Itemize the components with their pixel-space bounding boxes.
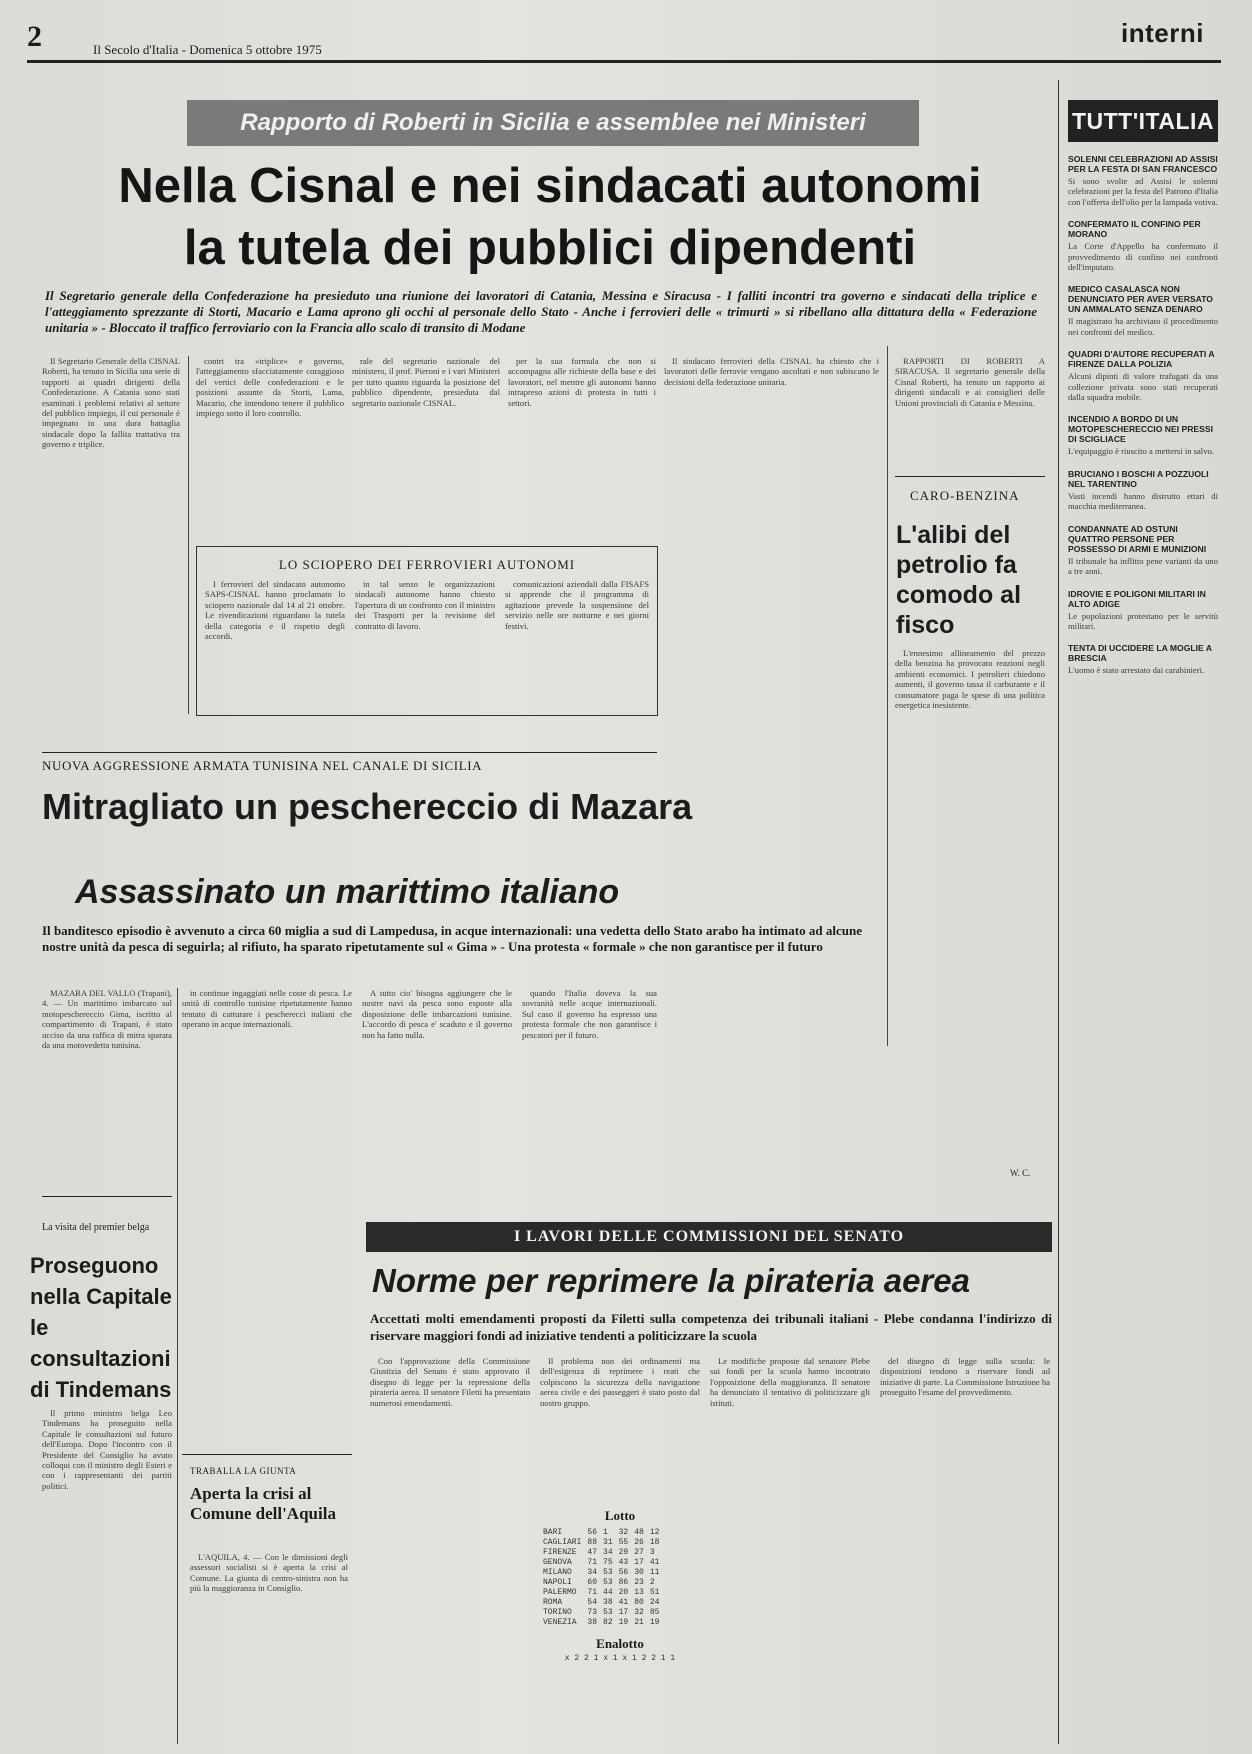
lead-column-4 xyxy=(508,356,656,542)
benzina-kicker: CARO-BENZINA xyxy=(910,488,1020,503)
tuttitalia-item-body: Le popolazioni protestano per le servitù militari. xyxy=(1068,610,1218,631)
paragraph: RAPPORTI DI ROBERTI A SIRACUSA. Il segretario generale della Cisnal Roberti, ha tenuto un rapporto ai dirigenti sindacali e ai consiglieri delle Unioni provinciali di Catania e Messina. xyxy=(895,356,1045,408)
aquila-kicker: TRABALLA LA GIUNTA xyxy=(190,1466,297,1476)
enalotto-numbers: x 2 2 1 x 1 x 1 2 2 1 1 xyxy=(564,1654,676,1663)
lotto-city: GENOVA xyxy=(543,1558,572,1567)
section-name: interni xyxy=(1121,18,1204,48)
section-rule xyxy=(42,752,657,753)
kicker-banner xyxy=(187,100,919,146)
lotto-row xyxy=(540,1578,662,1588)
lotto-number: 13 xyxy=(634,1588,644,1597)
tuttitalia-item-body: Vasti incendi hanno distrutto ettari di macchia mediterranea. xyxy=(1068,490,1218,512)
tuttitalia-item xyxy=(1068,349,1218,402)
lotto-number: 34 xyxy=(587,1568,598,1577)
lead-column-2 xyxy=(196,356,344,542)
tuttitalia-item-head: CONFERMATO IL CONFINO PER MORANO xyxy=(1068,219,1201,240)
lotto-number: 32 xyxy=(634,1608,644,1617)
aquila-body xyxy=(190,1552,348,1744)
tuttitalia-banner xyxy=(1068,100,1218,142)
tindemans-kicker: La visita del premier belga xyxy=(42,1222,150,1233)
paragraph: per la sua formula che non si accompagna alle richieste della base e dei lavoratori, nel mentre gli autonomi hanno intrapreso azioni di protesta in tutti i settori. xyxy=(508,356,656,408)
lotto-number: 12 xyxy=(649,1528,660,1537)
lotto-city: PALERMO xyxy=(543,1588,577,1597)
lotto-number: 31 xyxy=(603,1538,613,1547)
lotto-number: 30 xyxy=(634,1568,644,1577)
paragraph: Le modifiche proposte dal senatore Plebe sui fondi per la scuola hanno incontrato l'opposizione della maggioranza. Il senatore ha denunciato il tentativo di politicizzare gli istituti. xyxy=(710,1356,870,1408)
lotto-city: CAGLIARI xyxy=(543,1538,582,1547)
lead-deck: Il Segretario generale della Confederazione ha presieduto una riunione dei lavoratori di Catania, Messina e Siracusa - I falliti incontri tra governo e sindacati della triplice e l'atteggiamento sprezzante di Storti, Macario e Lama aprono gli occhi al personale dello Stato - Anche i ferrovieri delle « trimurti » si ribellano alla dittatura della « Federazione unitaria » - Bloccato il traffico ferroviario con la Francia allo scalo di transito di Modane xyxy=(45,288,1037,335)
section-rule xyxy=(42,1196,172,1197)
lotto-city: BARI xyxy=(543,1528,563,1537)
tuttitalia-item-body: Si sono svolte ad Assisi le solenni celebrazioni per la festa del Patrono d'Italia con l'offerta dell'olio per la lampada votiva. xyxy=(1068,176,1218,207)
paragraph: in tal senso le organizzazioni sindacali autonome hanno chiesto l'apertura di un confronto con il ministro dei Trasporti per la revisione del contratto di lavoro. xyxy=(355,579,495,631)
lotto-number: 18 xyxy=(649,1538,660,1547)
lotto-number: 23 xyxy=(634,1578,644,1587)
tuttitalia-item xyxy=(1068,643,1218,675)
lotto-number: 19 xyxy=(649,1618,660,1627)
enalotto-title: Enalotto xyxy=(596,1636,644,1651)
mazara-headline-line1: Mitragliato un peschereccio di Mazara xyxy=(42,786,693,827)
paragraph: Il primo ministro belga Leo Tindemans ha proseguito nella Capitale le consultazioni sul futuro dell'Europa. Dopo l'incontro con il Presidente del Consiglio ha avuto colloqui con il ministro degli Esteri e con i rappresentanti dei partiti politici. xyxy=(42,1408,172,1491)
lotto-row xyxy=(540,1548,662,1558)
sciopero-column-3 xyxy=(505,579,649,707)
paragraph: del disegno di legge sulla scuola: le disposizioni tendono a riservare fondi ad iniziative di parte. La Commissione Istruzione ha proseguito l'esame del provvedimento. xyxy=(880,1356,1050,1398)
lotto-number: 20 xyxy=(618,1588,629,1597)
tuttitalia-item xyxy=(1068,284,1218,337)
sidebar-rule xyxy=(895,476,1045,477)
lotto-row xyxy=(540,1528,662,1538)
paragraph: quando l'Italia doveva la sua sovranità nelle acque internazionali. Sul caso il governo ha espresso una protesta formale che non garantisce i pescatori per il futuro. xyxy=(522,988,657,1040)
paragraph: Con l'approvazione della Commissione Giustizia del Senato è stato approvato il disegno di legge per la repressione della pirateria aerea. Il senatore Filetti ha presentato numerosi emendamenti. xyxy=(370,1356,530,1408)
lotto-city: MILANO xyxy=(543,1568,572,1577)
senato-deck: Accettati molti emendamenti proposti da Filetti sulla competenza dei tribunali italiani - Plebe condanna l'indirizzo di riservare maggiori fondi ad iniziative tendenti a politicizzare la scuola xyxy=(370,1311,1052,1343)
column-divider xyxy=(1058,80,1059,1744)
paragraph: L'ennesimo allineamento del prezzo della benzina ha provocato reazioni negli ambienti economici. I petrolieri chiedono aumenti, il governo tassa il carburante e il consumatore paga le spese di una politica energetica inesistente. xyxy=(895,648,1045,711)
lotto-number: 41 xyxy=(649,1558,660,1567)
lotto-number: 53 xyxy=(603,1578,613,1587)
lotto-number: 32 xyxy=(618,1528,629,1537)
tuttitalia-item-head: IDROVIE E POLIGONI MILITARI IN ALTO ADIGE xyxy=(1068,588,1206,609)
lotto-number: 11 xyxy=(649,1568,660,1577)
lotto-city: FIRENZE xyxy=(543,1548,577,1557)
lotto-table xyxy=(540,1528,662,1628)
paragraph: rale del segretario nazionale del ministero, il prof. Pieroni e i vari Ministeri per tutto quanto riguarda la posizione del pubblico dipendente, presieduta dal segretario nazionale CISNAL. xyxy=(352,356,500,408)
lotto-number: 80 xyxy=(634,1598,644,1607)
lotto-city: NAPOLI xyxy=(543,1578,572,1587)
lotto-number: 56 xyxy=(587,1528,598,1537)
lotto-number: 85 xyxy=(649,1608,660,1617)
lead-column-3 xyxy=(352,356,500,542)
senato-column-1 xyxy=(370,1356,530,1744)
lotto-number: 41 xyxy=(618,1598,629,1607)
lotto-number: 60 xyxy=(587,1578,598,1587)
column-divider xyxy=(177,988,178,1744)
lotto-row xyxy=(540,1538,662,1548)
tuttitalia-item-body: Il tribunale ha inflitto pene varianti da uno a tre anni. xyxy=(1068,555,1218,577)
lotto-city: ROMA xyxy=(543,1598,563,1607)
senato-banner-text: I LAVORI DELLE COMMISSIONI DEL SENATO xyxy=(513,1228,905,1245)
column-divider xyxy=(188,356,189,714)
lotto-row xyxy=(540,1608,662,1618)
paragraph: Il problema non dei ordinamenti ma dell'esigenza di reprimere i reati che colpiscono la sicurezza della navigazione aerea civile e dei passeggeri è stato posto dal nostro gruppo. xyxy=(540,1356,700,1408)
lead-column-6 xyxy=(895,356,1045,476)
tuttitalia-item-head: CONDANNATE AD OSTUNI QUATTRO PERSONE PER POSSESSO DI ARMI E MUNIZIONI xyxy=(1068,523,1207,554)
paragraph: contri tra «triplice» e governo, l'atteggiamento sfacciatamente coraggioso del vertici delle confederazioni e le posizioni assunte da Storti, Lama, Macario, che intendono tenere il pubblico impiego sotto il loro controllo. xyxy=(196,356,344,419)
lotto-number: 86 xyxy=(618,1578,629,1587)
lotto-number: 24 xyxy=(649,1598,660,1607)
lotto-row xyxy=(540,1618,662,1628)
senato-headline: Norme per reprimere la pirateria aerea xyxy=(372,1262,970,1299)
lotto-number: 48 xyxy=(634,1528,644,1537)
paragraph: in continue ingaggiati nelle coste di pesca. Le unità di controllo tunisine ripetutamente hanno tentato di catturare i pescherecci italiani che operano in acque internazionali. xyxy=(182,988,352,1030)
lotto-number: 55 xyxy=(618,1538,629,1547)
lotto-number: 34 xyxy=(603,1548,613,1557)
sciopero-box xyxy=(196,546,658,716)
kicker-text: Rapporto di Roberti in Sicilia e assemblee nei Ministeri xyxy=(240,109,866,136)
tuttitalia-item xyxy=(1068,219,1218,272)
lotto-row xyxy=(540,1598,662,1608)
header-rule xyxy=(27,60,1221,63)
tuttitalia-item xyxy=(1068,414,1218,456)
lotto-number: 2 xyxy=(649,1578,655,1587)
mazara-deck: Il banditesco episodio è avvenuto a circa 60 miglia a sud di Lampedusa, in acque internazionali: una vedetta dello Stato arabo ha intimato ad alcune nostre unità da pesca di seguirla; al rifiuto, ha sparato ripetutamente sul « Gima » - Una protesta « formale » che non garantisce per il futuro xyxy=(42,923,862,954)
lotto-number: 44 xyxy=(603,1588,613,1597)
lotto-row xyxy=(540,1568,662,1578)
mazara-headline-line2: Assassinato un marittimo italiano xyxy=(75,873,620,911)
benzina-body xyxy=(895,648,1045,1158)
tuttitalia-item-head: QUADRI D'AUTORE RECUPERATI A FIRENZE DALLA POLIZIA xyxy=(1068,349,1215,370)
lotto-number: 3 xyxy=(649,1548,655,1557)
senato-column-3 xyxy=(710,1356,870,1744)
lotto-number: 56 xyxy=(618,1568,629,1577)
lotto-row xyxy=(540,1558,662,1568)
tuttitalia-item-head: SOLENNI CELEBRAZIONI AD ASSISI PER LA FESTA DI SAN FRANCESCO xyxy=(1068,154,1218,174)
tuttitalia-item xyxy=(1068,469,1218,512)
lotto-number: 26 xyxy=(634,1538,644,1547)
tuttitalia-item-body: Alcuni dipinti di valore trafugati da una collezione privata sono stati recuperati dalla squadra mobile. xyxy=(1068,371,1218,403)
lotto-number: 71 xyxy=(587,1558,598,1567)
lotto-number: 71 xyxy=(587,1588,598,1597)
mazara-column-3 xyxy=(362,988,512,1220)
paragraph: L'AQUILA, 4. — Con le dimissioni degli assessori socialisti si è aperta la crisi al Comune. La giunta di centro-sinistra non ha più la maggioranza in Consiglio. xyxy=(190,1552,348,1594)
lotto-city: VENEZIA xyxy=(543,1618,577,1627)
lotto-number: 51 xyxy=(649,1588,660,1597)
tuttitalia-item-body: L'uomo è stato arrestato dai carabinieri. xyxy=(1068,665,1205,676)
lotto-number: 73 xyxy=(587,1608,598,1617)
tuttitalia-item-head: TENTA DI UCCIDERE LA MOGLIE A BRESCIA xyxy=(1068,643,1212,664)
lotto-number: 75 xyxy=(603,1558,613,1567)
tuttitalia-item-head: BRUCIANO I BOSCHI A POZZUOLI NEL TARENTINO xyxy=(1068,468,1209,489)
sciopero-column-2 xyxy=(355,579,495,707)
tuttitalia-title: TUTT'ITALIA xyxy=(1071,108,1215,134)
dateline: Il Secolo d'Italia - Domenica 5 ottobre 1975 xyxy=(93,42,322,57)
lotto-title: Lotto xyxy=(604,1508,636,1523)
paragraph: A tutto cio' bisogna aggiungere che le nostre navi da pesca sono esposte alla disposizione delle imbarcazioni tunisine. L'accordo di pesca e' scaduto e il governo non ha fatto nulla. xyxy=(362,988,512,1040)
lotto-number: 53 xyxy=(603,1568,613,1577)
lotto-number: 38 xyxy=(587,1618,598,1627)
aquila-headline: Aperta la crisi al Comune dell'Aquila xyxy=(190,1484,336,1523)
lead-headline-line2: la tutela dei pubblici dipendenti xyxy=(183,221,917,275)
lotto-number: 17 xyxy=(634,1558,644,1567)
sciopero-title: LO SCIOPERO DEI FERROVIERI AUTONOMI xyxy=(278,557,576,572)
page-number: 2 xyxy=(27,20,42,53)
paragraph: Il sindacato ferrovieri della CISNAL ha chiesto che i lavoratori delle ferrovie vengano ascoltati e non subiscano le decisioni della federazione unitaria. xyxy=(664,356,879,387)
mazara-kicker: NUOVA AGGRESSIONE ARMATA TUNISINA NEL CANALE DI SICILIA xyxy=(42,758,483,773)
paragraph: MAZARA DEL VALLO (Trapani), 4. — Un marittimo imbarcato sul motopeschereccio Gima, iscritto al compartimento di Trapani, è stato ucciso da una raffica di mitra sparata da una motovedetta tunisina. xyxy=(42,988,172,1051)
senato-banner xyxy=(366,1222,1052,1252)
lotto-number: 29 xyxy=(618,1548,629,1557)
lotto-number: 82 xyxy=(603,1618,613,1627)
mazara-column-1 xyxy=(42,988,172,1188)
tuttitalia-item xyxy=(1068,154,1218,207)
tuttitalia-list xyxy=(1068,154,1218,1744)
tuttitalia-item xyxy=(1068,589,1218,632)
section-rule xyxy=(182,1454,352,1455)
lotto-city: TORINO xyxy=(543,1608,572,1617)
tindemans-headline: Proseguono nella Capitale le consultazioni di Tindemans xyxy=(30,1253,172,1402)
benzina-signature: W. C. xyxy=(1010,1168,1031,1178)
lotto-number: 17 xyxy=(618,1608,629,1617)
lotto-number: 27 xyxy=(634,1548,644,1557)
tuttitalia-item-body: La Corte d'Appello ha confermato il provvedimento di confino nei confronti dell'imputato. xyxy=(1068,241,1218,273)
mazara-column-2 xyxy=(182,988,352,1444)
lotto-row xyxy=(540,1588,662,1598)
lotto-number: 1 xyxy=(603,1528,608,1537)
tuttitalia-item-head: INCENDIO A BORDO DI UN MOTOPESCHERECCIO NEI PRESSI DI SCIGLIACE xyxy=(1068,414,1214,445)
lotto-box xyxy=(540,1508,700,1748)
lotto-number: 21 xyxy=(634,1618,644,1627)
lead-headline-line1: Nella Cisnal e nei sindacati autonomi xyxy=(118,159,982,213)
tuttitalia-item xyxy=(1068,524,1218,577)
lotto-number: 19 xyxy=(618,1618,629,1627)
senato-column-2 xyxy=(540,1356,700,1496)
benzina-headline: L'alibi del petrolio fa comodo al fisco xyxy=(896,521,1022,639)
tindemans-body xyxy=(42,1408,172,1744)
lotto-number: 43 xyxy=(618,1558,629,1567)
paragraph: Il Segretario Generale della CISNAL Roberti, ha tenuto in Sicilia una serie di rapporti ai quadri dirigenti della Confederazione. A Catania sono stati esaminati i problemi relativi al settore del pubblico impiego, il cui personale è impegnato in una dura battaglia sindacale dopo la fallita trattativa tra governo e triplice. xyxy=(42,356,180,450)
mazara-column-4 xyxy=(522,988,657,1220)
paragraph: comunicazioni aziendali dalla FISAFS si apprende che il programma di agitazione prevede la sospensione del servizio nelle ore notturne e nei giorni festivi. xyxy=(505,579,649,631)
tuttitalia-item-head: MEDICO CASALASCA NON DENUNCIATO PER AVER VERSATO UN AMMALATO SENZA DENARO xyxy=(1068,284,1213,315)
lotto-number: 54 xyxy=(587,1598,598,1607)
lead-column-1 xyxy=(42,356,180,716)
lotto-number: 88 xyxy=(587,1538,598,1547)
sciopero-column-1 xyxy=(205,579,345,707)
lotto-number: 47 xyxy=(587,1548,598,1557)
tuttitalia-item-body: Il magistrato ha archiviato il procedimento nei confronti del medico. xyxy=(1068,316,1218,337)
senato-column-4 xyxy=(880,1356,1050,1744)
lotto-number: 38 xyxy=(603,1598,613,1607)
lotto-number: 53 xyxy=(603,1608,613,1617)
paragraph: I ferrovieri del sindacato autonomo SAPS-CISNAL hanno proclamato lo sciopero nazionale dal 14 al 21 ottobre. Le rivendicazioni riguardano la tutela della categoria e il rispetto degli accordi. xyxy=(205,579,345,642)
tuttitalia-item-body: L'equipaggio è riuscito a mettersi in salvo. xyxy=(1068,446,1214,457)
column-divider xyxy=(887,346,888,1046)
